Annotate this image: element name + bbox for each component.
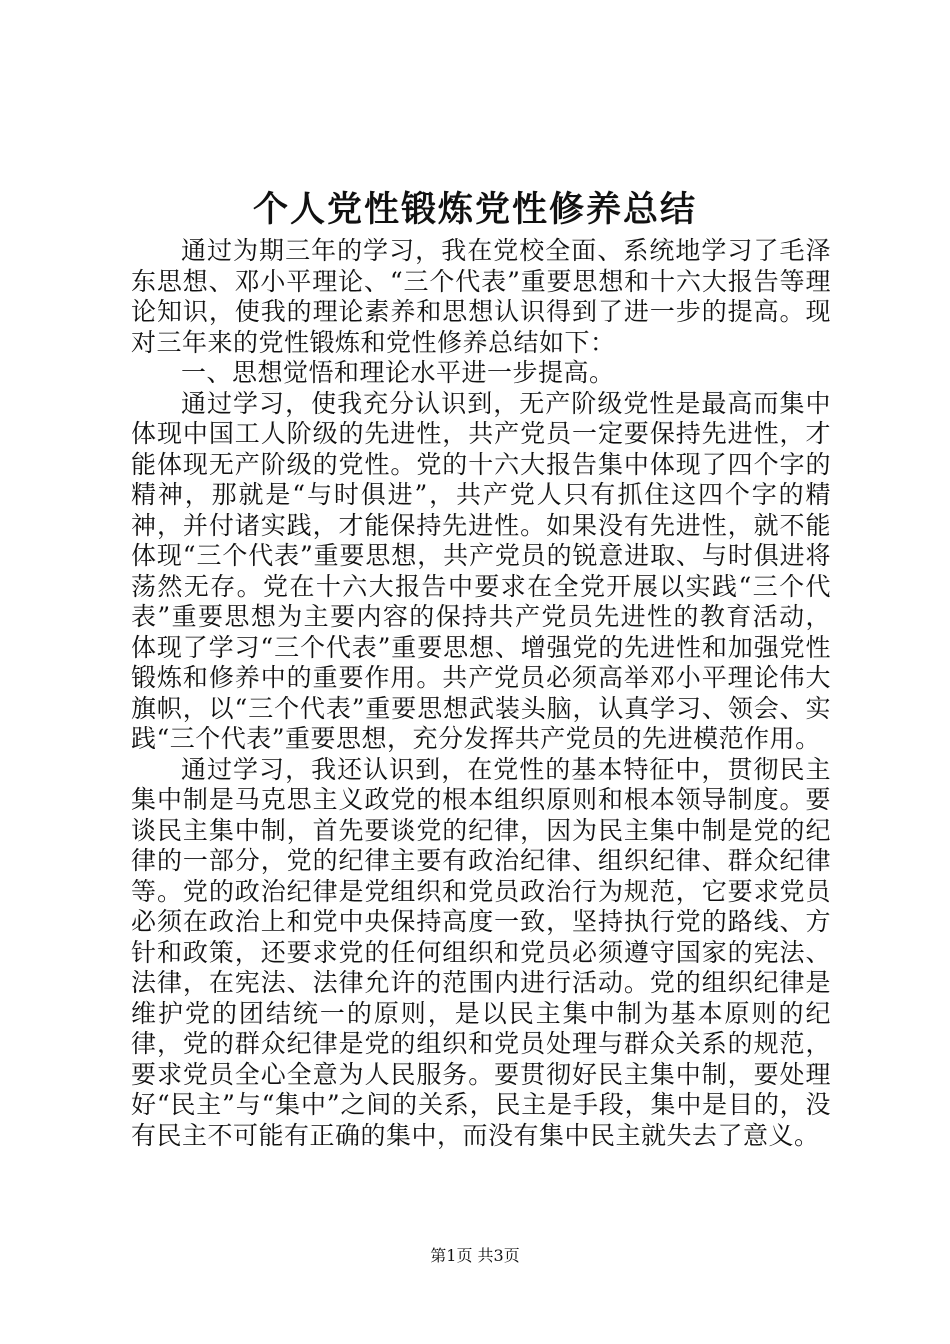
- section-heading: 一、思想觉悟和理论水平进一步提高。: [181, 358, 615, 387]
- document-body: [131, 236, 831, 1151]
- page-number-footer: 第1页 共3页: [430, 1246, 520, 1265]
- paragraph-advanced-nature: 通过学习，使我充分认识到，无产阶级党性是最高而集中体现中国工人阶级的先进性，共产党员一定要保持先进性，才能体现无产阶级的党性。党的十六大报告集中体现了四个字的精神，那就是“与时俱进”，共产党人只有抓住这四个字的精神，并付诸实践，才能保持先进性。如果没有先进性，就不能体现“三个代表”重要思想，共产党员的锐意进取、与时俱进将荡然无存。党在十六大报告中要求在全党开展以实践“三个代表”重要思想为主要内容的保持共产党员先进性的教育活动，体现了学习“三个代表”重要思想、增强党的先进性和加强党性锻炼和修养中的重要作用。共产党员必须高举邓小平理论伟大旗帜，以“三个代表”重要思想武装头脑，认真学习、领会、实践“三个代表”重要思想，充分发挥共产党员的先进模范作用。: [131, 388, 831, 753]
- document-title: 个人党性锻炼党性修养总结: [252, 189, 697, 230]
- paragraph-intro: 通过为期三年的学习，我在党校全面、系统地学习了毛泽东思想、邓小平理论、“三个代表”重要思想和十六大报告等理论知识，使我的理论素养和思想认识得到了进一步的提高。现对三年来的党性锻炼和党性修养总结如下：: [131, 236, 831, 357]
- paragraph-democratic-centralism: 通过学习，我还认识到，在党性的基本特征中，贯彻民主集中制是马克思主义政党的根本组织原则和根本领导制度。要谈民主集中制，首先要谈党的纪律，因为民主集中制是党的纪律的一部分，党的纪律主要有政治纪律、组织纪律、群众纪律等。党的政治纪律是党组织和党员政治行为规范，它要求党员必须在政治上和党中央保持高度一致，坚持执行党的路线、方针和政策，还要求党的任何组织和党员必须遵守国家的宪法、法律，在宪法、法律允许的范围内进行活动。党的组织纪律是维护党的团结统一的原则，是以民主集中制为基本原则的纪律，党的群众纪律是党的组织和党员处理与群众关系的规范，要求党员全心全意为人民服务。要贯彻好民主集中制，要处理好“民主”与“集中”之间的关系，民主是手段，集中是目的，没有民主不可能有正确的集中，而没有集中民主就失去了意义。: [131, 754, 831, 1150]
